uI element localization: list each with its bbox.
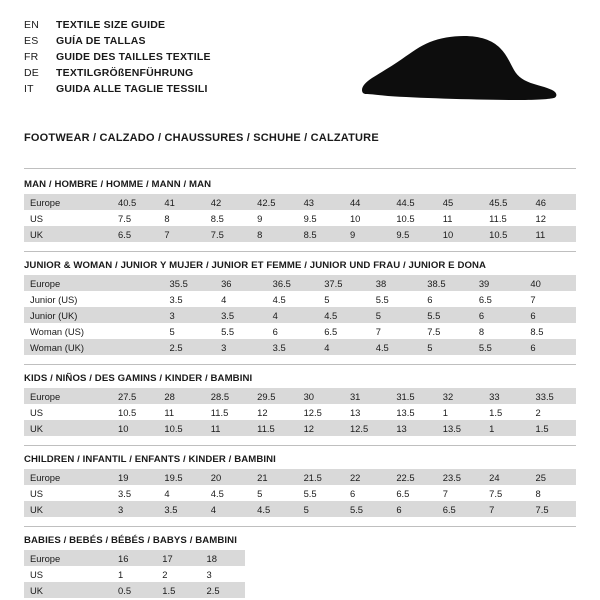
cell: 3.5 <box>112 485 158 501</box>
row-label: US <box>24 210 112 226</box>
table-row <box>24 226 576 242</box>
language-code: EN <box>24 19 39 31</box>
category-title: JUNIOR & WOMAN / JUNIOR Y MUJER / JUNIOR ET FEMME / JUNIOR UND FRAU / JUNIOR E DONA <box>24 260 487 271</box>
cell: 13 <box>390 420 436 436</box>
cell: 13.5 <box>437 420 483 436</box>
cell: 6 <box>524 339 576 355</box>
cell <box>112 275 164 291</box>
cell: 0.5 <box>112 582 156 598</box>
category-title: CHILDREN / INFANTIL / ENFANTS / KINDER / BAMBINI <box>24 454 276 465</box>
cell: 19.5 <box>158 469 204 485</box>
cell: 5 <box>318 291 370 307</box>
cell: 11.5 <box>251 420 297 436</box>
cell: 5.5 <box>215 323 267 339</box>
language-title: GUIDA ALLE TAGLIE TESSILI <box>56 83 208 95</box>
footwear-section-title: FOOTWEAR / CALZADO / CHAUSSURES / SCHUHE / CALZATURE <box>24 132 379 144</box>
cell: 1 <box>483 420 529 436</box>
cell: 4.5 <box>251 501 297 517</box>
cell: 2 <box>530 404 576 420</box>
cell: 42.5 <box>251 194 297 210</box>
cell: 7.5 <box>530 501 576 517</box>
row-label: Woman (US) <box>24 323 112 339</box>
category-junior-woman <box>24 260 576 355</box>
category-title: KIDS / NIÑOS / DES GAMINS / KINDER / BAMBINI <box>24 373 253 384</box>
size-table-junior-woman <box>24 275 576 355</box>
cell: 12 <box>298 420 344 436</box>
language-row <box>24 82 211 97</box>
category-title: BABIES / BEBÉS / BÉBÉS / BABYS / BAMBINI <box>24 535 237 546</box>
cell: 9.5 <box>390 226 436 242</box>
language-title: GUIDE DES TAILLES TEXTILE <box>56 51 211 63</box>
category-children <box>24 454 576 517</box>
cell: 40.5 <box>112 194 158 210</box>
row-label: Europe <box>24 550 112 566</box>
table-row <box>24 291 576 307</box>
language-code: ES <box>24 35 39 47</box>
cell: 10.5 <box>112 404 158 420</box>
cell: 45 <box>437 194 483 210</box>
cell: 12 <box>251 404 297 420</box>
cell: 10.5 <box>483 226 529 242</box>
row-label: US <box>24 566 112 582</box>
cell: 8 <box>530 485 576 501</box>
cell: 22.5 <box>390 469 436 485</box>
cell: 11 <box>437 210 483 226</box>
cell: 4.5 <box>370 339 422 355</box>
cell: 11 <box>158 404 204 420</box>
cell: 38 <box>370 275 422 291</box>
row-label: UK <box>24 226 112 242</box>
cell: 6.5 <box>473 291 525 307</box>
cell: 31 <box>344 388 390 404</box>
table-row <box>24 275 576 291</box>
cell: 13 <box>344 404 390 420</box>
table-row <box>24 194 576 210</box>
cell: 1 <box>437 404 483 420</box>
cell: 36.5 <box>267 275 319 291</box>
cell: 12 <box>530 210 576 226</box>
cell: 5.5 <box>473 339 525 355</box>
section-divider <box>24 168 576 169</box>
cell: 1.5 <box>483 404 529 420</box>
cell: 5 <box>164 323 216 339</box>
cell: 7.5 <box>483 485 529 501</box>
category-babies <box>24 535 576 598</box>
cell: 8 <box>473 323 525 339</box>
table-row <box>24 210 576 226</box>
cell: 36 <box>215 275 267 291</box>
table-row <box>24 501 576 517</box>
cell: 5 <box>298 501 344 517</box>
cell: 10.5 <box>158 420 204 436</box>
cell: 6 <box>344 485 390 501</box>
cell: 6.5 <box>437 501 483 517</box>
cell: 9.5 <box>298 210 344 226</box>
cell: 6 <box>421 291 473 307</box>
cell: 27.5 <box>112 388 158 404</box>
language-title: TEXTILE SIZE GUIDE <box>56 19 166 31</box>
cell: 4.5 <box>205 485 251 501</box>
cell: 7.5 <box>205 226 251 242</box>
cell: 2.5 <box>164 339 216 355</box>
table-row <box>24 339 576 355</box>
cell: 10 <box>437 226 483 242</box>
cell: 20 <box>205 469 251 485</box>
cell: 12.5 <box>344 420 390 436</box>
row-label: US <box>24 485 112 501</box>
cell: 33 <box>483 388 529 404</box>
cell: 31.5 <box>390 388 436 404</box>
table-row <box>24 420 576 436</box>
table-row <box>24 469 576 485</box>
language-row <box>24 34 211 49</box>
language-row <box>24 18 211 33</box>
cell <box>112 339 164 355</box>
cell: 8.5 <box>524 323 576 339</box>
cell: 3.5 <box>158 501 204 517</box>
cell: 7 <box>158 226 204 242</box>
cell: 2 <box>156 566 200 582</box>
cell: 25 <box>530 469 576 485</box>
cell: 6.5 <box>390 485 436 501</box>
cell: 18 <box>201 550 245 566</box>
category-man <box>24 179 576 242</box>
cell: 1.5 <box>530 420 576 436</box>
row-label: UK <box>24 501 112 517</box>
cell: 28 <box>158 388 204 404</box>
cell <box>112 323 164 339</box>
cell: 40 <box>524 275 576 291</box>
cell: 7.5 <box>112 210 158 226</box>
cell: 44.5 <box>390 194 436 210</box>
cell: 12.5 <box>298 404 344 420</box>
cell: 3 <box>201 566 245 582</box>
language-title: GUÍA DE TALLAS <box>56 35 146 47</box>
cell: 6.5 <box>112 226 158 242</box>
cell: 13.5 <box>390 404 436 420</box>
table-row <box>24 388 576 404</box>
cell: 5.5 <box>370 291 422 307</box>
cell: 11 <box>530 226 576 242</box>
cell: 3 <box>215 339 267 355</box>
cell: 7 <box>370 323 422 339</box>
cell: 24 <box>483 469 529 485</box>
cell: 4 <box>215 291 267 307</box>
cell: 6 <box>390 501 436 517</box>
cell: 8.5 <box>298 226 344 242</box>
page-header <box>24 16 576 118</box>
cell: 6 <box>524 307 576 323</box>
row-label: Woman (UK) <box>24 339 112 355</box>
cell: 37.5 <box>318 275 370 291</box>
cell: 3.5 <box>267 339 319 355</box>
cell: 4.5 <box>267 291 319 307</box>
table-row <box>24 485 576 501</box>
cell: 19 <box>112 469 158 485</box>
cell: 33.5 <box>530 388 576 404</box>
cell: 22 <box>344 469 390 485</box>
table-row <box>24 404 576 420</box>
table-row <box>24 566 245 582</box>
cell: 7 <box>437 485 483 501</box>
row-label: Europe <box>24 275 112 291</box>
table-row <box>24 550 245 566</box>
cell: 11 <box>205 420 251 436</box>
cell: 3.5 <box>164 291 216 307</box>
language-code: IT <box>24 83 34 95</box>
cell: 4 <box>158 485 204 501</box>
cell: 10 <box>112 420 158 436</box>
cell: 5.5 <box>298 485 344 501</box>
cell: 6 <box>473 307 525 323</box>
cell: 46 <box>530 194 576 210</box>
cell: 8.5 <box>205 210 251 226</box>
cell: 17 <box>156 550 200 566</box>
row-label: UK <box>24 582 112 598</box>
cell: 23.5 <box>437 469 483 485</box>
cell: 3 <box>112 501 158 517</box>
cell: 9 <box>344 226 390 242</box>
cell: 9 <box>251 210 297 226</box>
cell: 1.5 <box>156 582 200 598</box>
row-label: UK <box>24 420 112 436</box>
language-row <box>24 50 211 65</box>
cell: 3.5 <box>215 307 267 323</box>
cell <box>112 291 164 307</box>
cell: 4.5 <box>318 307 370 323</box>
row-label: US <box>24 404 112 420</box>
cell: 5 <box>370 307 422 323</box>
section-divider <box>24 526 576 527</box>
cell: 7.5 <box>421 323 473 339</box>
cell: 6.5 <box>318 323 370 339</box>
row-label: Junior (US) <box>24 291 112 307</box>
row-label: Europe <box>24 194 112 210</box>
cell: 6 <box>267 323 319 339</box>
cell: 43 <box>298 194 344 210</box>
language-code: FR <box>24 51 39 63</box>
cell: 8 <box>158 210 204 226</box>
dress-shoe-icon <box>358 34 558 118</box>
cell: 7 <box>524 291 576 307</box>
cell: 44 <box>344 194 390 210</box>
cell: 21.5 <box>298 469 344 485</box>
section-divider <box>24 364 576 365</box>
row-label: Europe <box>24 388 112 404</box>
cell: 45.5 <box>483 194 529 210</box>
cell: 5.5 <box>421 307 473 323</box>
size-table-children <box>24 469 576 517</box>
cell: 16 <box>112 550 156 566</box>
cell: 41 <box>158 194 204 210</box>
cell: 4 <box>267 307 319 323</box>
category-title: MAN / HOMBRE / HOMME / MANN / MAN <box>24 179 212 190</box>
cell: 1 <box>112 566 156 582</box>
category-kids <box>24 373 576 436</box>
cell: 28.5 <box>205 388 251 404</box>
cell: 35.5 <box>164 275 216 291</box>
row-label: Junior (UK) <box>24 307 112 323</box>
cell: 29.5 <box>251 388 297 404</box>
cell: 3 <box>164 307 216 323</box>
table-row <box>24 323 576 339</box>
cell: 4 <box>205 501 251 517</box>
size-table-kids <box>24 388 576 436</box>
section-divider <box>24 445 576 446</box>
cell: 11.5 <box>205 404 251 420</box>
cell: 39 <box>473 275 525 291</box>
language-row <box>24 66 211 81</box>
cell: 4 <box>318 339 370 355</box>
cell: 8 <box>251 226 297 242</box>
cell: 10 <box>344 210 390 226</box>
size-table-man <box>24 194 576 242</box>
language-code: DE <box>24 67 39 79</box>
cell: 10.5 <box>390 210 436 226</box>
cell: 11.5 <box>483 210 529 226</box>
cell: 7 <box>483 501 529 517</box>
cell: 5 <box>251 485 297 501</box>
size-table-babies <box>24 550 245 598</box>
cell: 30 <box>298 388 344 404</box>
cell: 32 <box>437 388 483 404</box>
cell: 21 <box>251 469 297 485</box>
cell: 2.5 <box>201 582 245 598</box>
row-label: Europe <box>24 469 112 485</box>
table-row <box>24 582 245 598</box>
cell: 38.5 <box>421 275 473 291</box>
section-divider <box>24 251 576 252</box>
language-title-list <box>24 16 211 97</box>
language-title: TEXTILGRÖßENFÜHRUNG <box>56 67 194 79</box>
cell: 5.5 <box>344 501 390 517</box>
cell: 42 <box>205 194 251 210</box>
cell <box>112 307 164 323</box>
cell: 5 <box>421 339 473 355</box>
table-row <box>24 307 576 323</box>
